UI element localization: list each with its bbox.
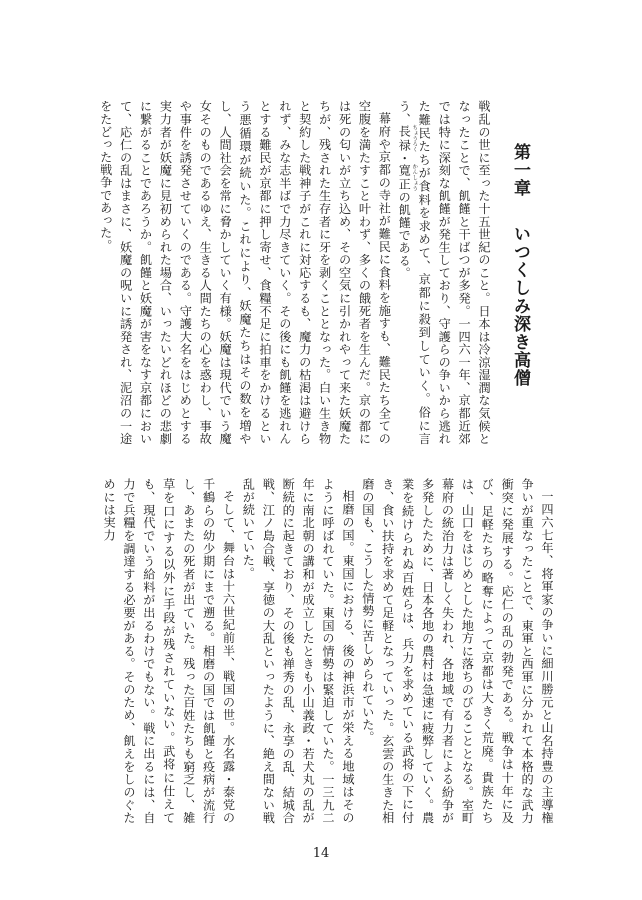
era-name-chouroku: 長禄 ちょうろく — [397, 124, 418, 153]
body-paragraph: 幕府や京都の寺社が難民に食料を施すも、難民たち全ての空腹を満たすこと叶わず、多くの餓死者を生んだ。京の都には死の匂いが立ち込め、その空気に引かれやって来た妖魔たちが、残された生存者に牙を剥くこととなった。白い生き物と契約した戦神子がこれに対応するも、魔力の枯渇は避けられず、みな志半ばで力尽きていく。その後にも飢饉を逃れんとする難民が京都に押し寄せ、食糧不足に拍車をかけるという悪循環が続いた。これにより、妖魔たちはその数を増やし、人間社会を常に脅かしていく有様。妖魔は現代でいう魔女そのものであるゆえ、生きる人間たちの心を惑わし、事故や事件を誘発させていくのである。守護大名をはじめとする実力者が妖魔に見初められた場合、いったいどれほどの悲劇に繋がることであろうか。飢饉と妖魔が害をなす京都において、応仁の乱はまさに、妖魔の呪いに誘発され、泥沼の一途をたどった戦争であった。 — [98, 100, 392, 445]
chapter-number-label: 第一章 — [510, 143, 530, 197]
era-name-kanshou: 寛正 かんしょう — [397, 163, 418, 192]
body-paragraph: 相磨の国。東国における、後の神浜市が栄える地域はそのように呼ばれていた。東国の情勢は緊迫していた。一三九二年に南北朝の講和が成立したときも小山義政・若犬丸の乱が断続的に起きており、その後も禅秀の乱、永享の乱、結城合戦、江ノ島合戦、享徳の大乱といったように、絶え間ない戦乱が続いていた。 — [241, 478, 355, 824]
page-number: 14 — [312, 846, 330, 861]
upper-text-block — [86, 100, 493, 445]
lower-text-block — [86, 478, 556, 824]
chapter-heading — [511, 143, 533, 443]
body-paragraph: 一四六七年、将軍家の争いに細川勝元と山名持豊の主導権争いが重なったことで、東軍と西軍に分かれて本格的な武力衝突に発展する。応仁の乱の勃発である。戦争は十年に及び、足軽たちの略奪によって京都は大きく荒廃。貴族たちは、山口をはじめとした地方に落ちのびることとなる。室町幕府の統治力は著しく失われ、各地域で有力者による紛争が多発したために、日本各地の農村は急速に疲弊していく。農業を続けられぬ百姓らは、兵力を求めている武将の下に付き、食い扶持を求めて足軽となっていった。玄雲の生きた相磨の国も、こうした情勢に苦しめられていた。 — [360, 478, 554, 824]
chapter-title: いつくしみ深き高僧 — [510, 225, 530, 387]
famine-suffix: の飢饉である。 — [397, 190, 412, 280]
paragraph-text: 戦乱の世に至った十五世紀のこと。日本は冷涼湿潤な気候となったことで、飢饉と干ばつが多発。一四六一年、京都近郊では特に深刻な飢饉が発生しており、守護らの争いから逃れた難民たちが食料を求めて、京都に殺到していく。俗に言う、 — [397, 100, 491, 445]
body-paragraph: 戦乱の世に至った十五世紀のこと。日本は冷涼湿潤な気候となったことで、飢饉と干ばつが多発。一四六一年、京都近郊では特に深刻な飢饉が発生しており、守護らの争いから逃れた難民たちが食料を求めて、京都に殺到していく。俗に言う、長禄 ちょうろく・寛正 かんしょうの飢饉である。 — [397, 100, 491, 445]
body-paragraph: そして、舞台は十六世紀前半、戦国の世。水名露・泰党の千鶴らの幼少期にまで遡る。相磨の国では飢饉と疫病が流行し、あまたの死者が出ていた。残った百姓たちも窮乏し、雑草を口にする以外に手段が残されていない。武将に仕えても、現代でいう給料が出るわけでもない。戦に出るには、自力で兵糧を調達する必要がある。そのため、飢えをしのぐためには実力 — [102, 478, 236, 824]
